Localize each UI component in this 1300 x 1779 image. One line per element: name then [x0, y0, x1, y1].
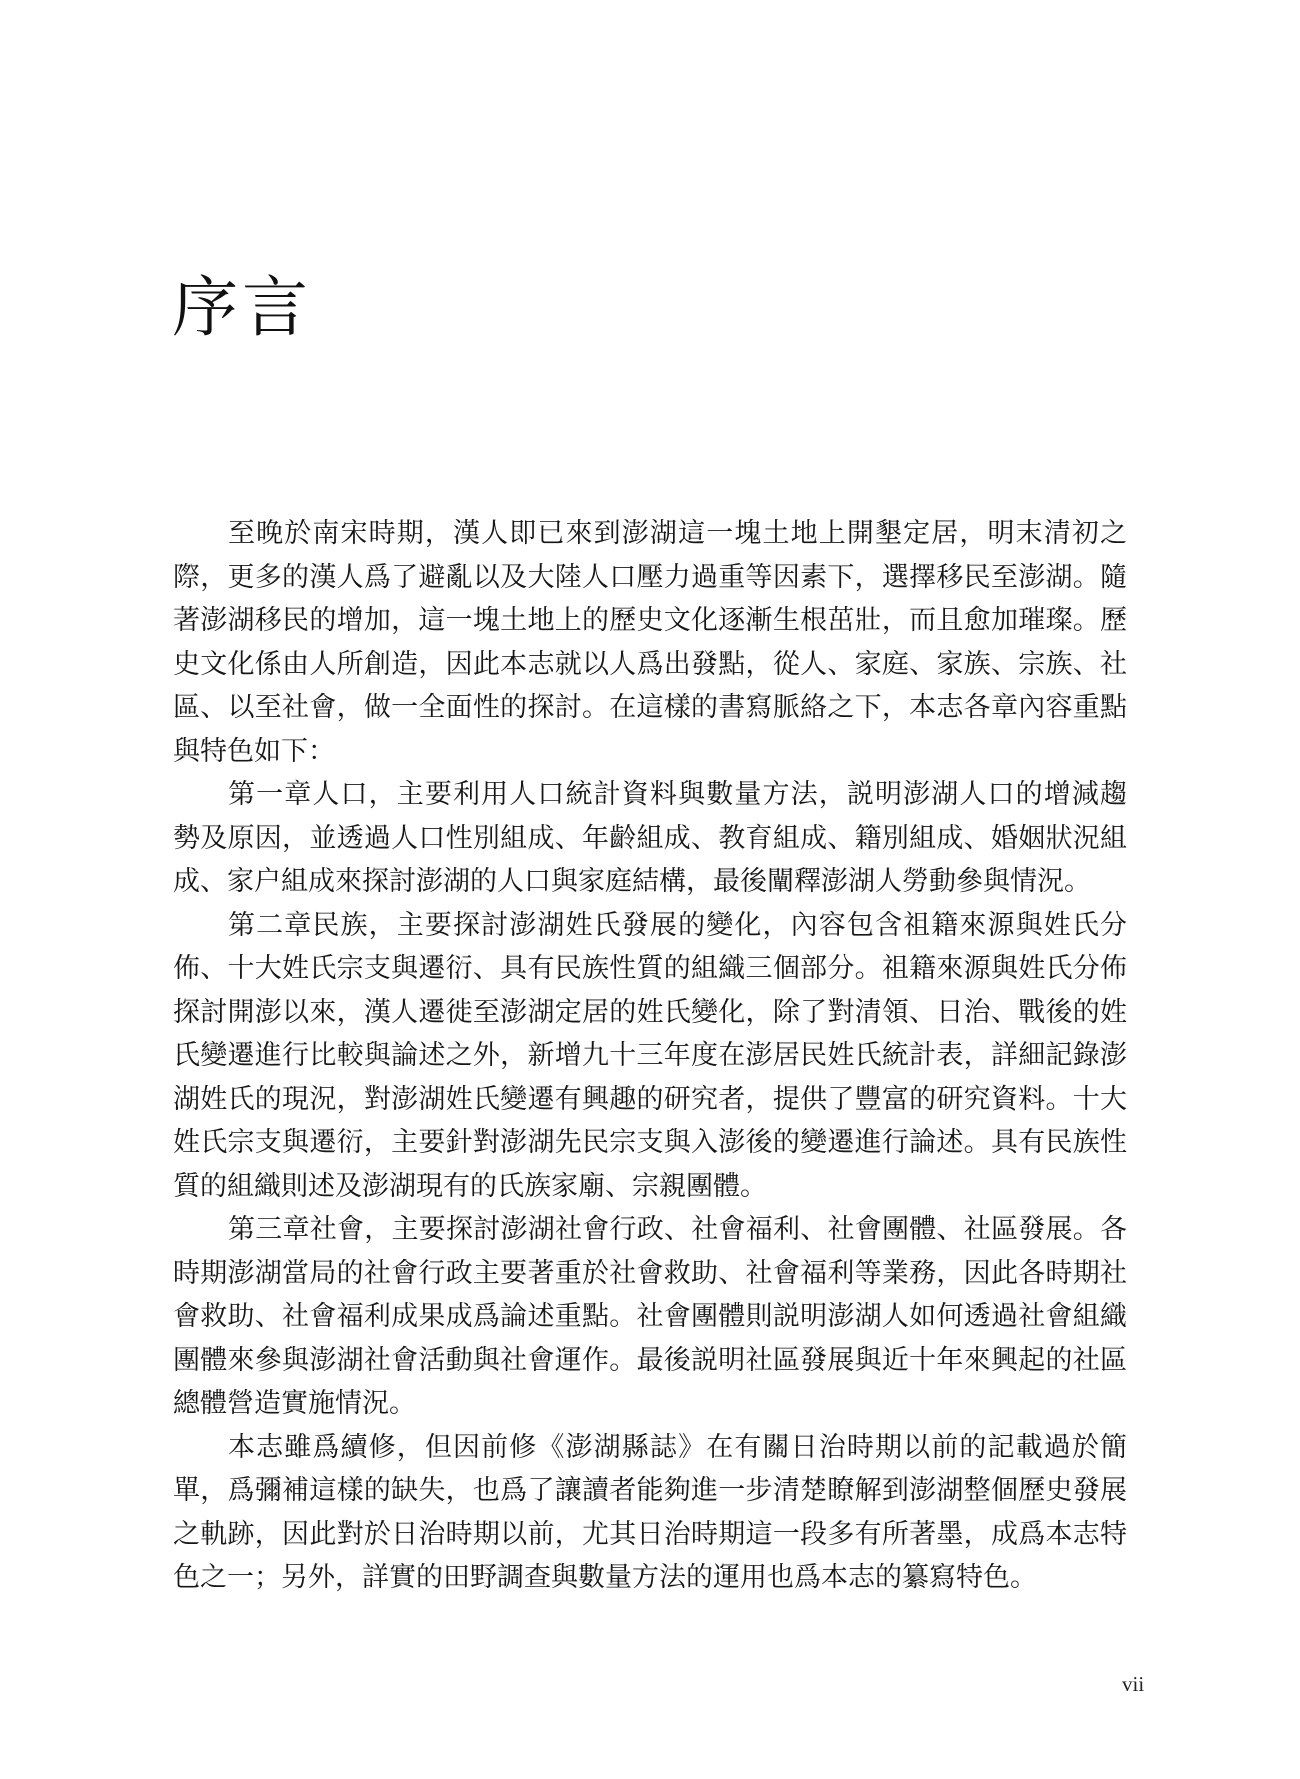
text-line: 總體營造實施情況。	[173, 1388, 416, 1419]
paragraph-chapter-3	[173, 1208, 1127, 1426]
page-number: vii	[1122, 1672, 1145, 1696]
text-line: 第二章民族，主要探討澎湖姓氏發展的變化，內容包含祖籍來源與姓氏分	[228, 909, 1127, 941]
page-title: 序言	[172, 269, 312, 346]
text-line: 質的組織則述及澎湖現有的氏族家廟、宗親團體。	[173, 1170, 767, 1202]
text-line: 史文化係由人所創造，因此本志就以人爲出發點，從人、家庭、家族、宗族、社	[173, 648, 1127, 680]
text-line: 湖姓氏的現況，對澎湖姓氏變遷有興趣的研究者，提供了豐富的研究資料。十大	[173, 1083, 1127, 1115]
paragraph-chapter-2	[173, 904, 1127, 1209]
text-line: 氏變遷進行比較與論述之外，新增九十三年度在澎居民姓氏統計表，詳細記錄澎	[173, 1040, 1127, 1071]
text-line: 著澎湖移民的增加，這一塊土地上的歷史文化逐漸生根茁壯，而且愈加璀璨。歷	[173, 605, 1127, 636]
text-line: 探討開澎以來，漢人遷徙至澎湖定居的姓氏變化，除了對清領、日治、戰後的姓	[173, 996, 1127, 1028]
text-line: 單，爲彌補這樣的缺失，也爲了讓讀者能夠進一步清楚瞭解到澎湖整個歷史發展	[173, 1475, 1127, 1506]
paragraph-chapter-1	[173, 773, 1127, 904]
text-line: 與特色如下：	[173, 735, 335, 767]
text-line: 本志雖爲續修，但因前修《澎湖縣誌》在有關日治時期以前的記載過於簡	[228, 1431, 1127, 1463]
text-line: 至晚於南宋時期，漢人即已來到澎湖這一塊土地上開墾定居，明末清初之	[228, 518, 1127, 549]
text-line: 區、以至社會，做一全面性的探討。在這樣的書寫脈絡之下，本志各章內容重點	[173, 692, 1127, 723]
text-line: 之軌跡，因此對於日治時期以前，尤其日治時期這一段多有所著墨，成爲本志特	[173, 1518, 1127, 1550]
text-line: 佈、十大姓氏宗支與遷衍、具有民族性質的組織三個部分。祖籍來源與姓氏分佈	[173, 953, 1127, 984]
text-line: 第三章社會，主要探討澎湖社會行政、社會福利、社會團體、社區發展。各	[228, 1214, 1127, 1245]
paragraph-closing	[173, 1426, 1127, 1600]
text-line: 成、家户組成來探討澎湖的人口與家庭結構，最後闡釋澎湖人勞動參與情況。	[173, 866, 1091, 897]
paragraph-intro	[173, 512, 1127, 773]
text-line: 際，更多的漢人爲了避亂以及大陸人口壓力過重等因素下，選擇移民至澎湖。隨	[173, 561, 1127, 593]
text-line: 色之一；另外，詳實的田野調查與數量方法的運用也爲本志的纂寫特色。	[173, 1562, 1037, 1593]
text-line: 勢及原因，並透過人口性別組成、年齡組成、教育組成、籍別組成、婚姻狀況組	[173, 822, 1127, 854]
text-line: 姓氏宗支與遷衍，主要針對澎湖先民宗支與入澎後的變遷進行論述。具有民族性	[173, 1127, 1127, 1158]
text-line: 團體來參與澎湖社會活動與社會運作。最後説明社區發展與近十年來興起的社區	[173, 1344, 1127, 1376]
preface-body	[173, 512, 1127, 1600]
text-line: 時期澎湖當局的社會行政主要著重於社會救助、社會福利等業務，因此各時期社	[173, 1257, 1127, 1289]
text-line: 第一章人口，主要利用人口統計資料與數量方法，説明澎湖人口的增減趨	[228, 779, 1127, 810]
text-line: 會救助、社會福利成果成爲論述重點。社會團體則説明澎湖人如何透過社會組織	[173, 1301, 1127, 1332]
